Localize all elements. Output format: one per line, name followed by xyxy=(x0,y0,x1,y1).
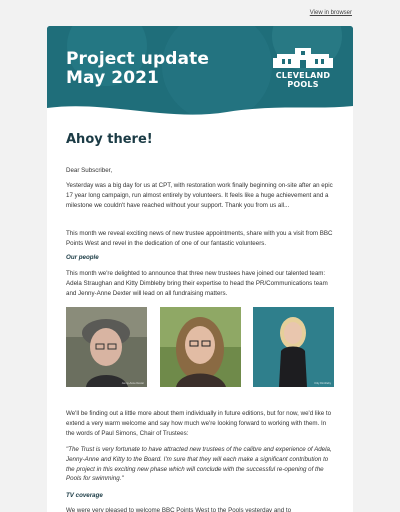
photo-1-caption: Jenny-Anne Dexter xyxy=(121,382,144,385)
hero-banner xyxy=(47,26,353,118)
view-in-browser-link[interactable]: View in browser xyxy=(309,10,352,16)
building-icon xyxy=(271,46,335,72)
trustee-photo-2 xyxy=(160,307,241,387)
logo-text-pools: POOLS xyxy=(287,80,319,89)
photo-3-caption: Kitty Dimbleby xyxy=(314,382,331,385)
subheading-our-people: Our people xyxy=(66,254,99,261)
trustee-photo-2-image xyxy=(160,307,241,387)
hero-title-line1: Project update xyxy=(66,49,209,69)
email-body xyxy=(47,26,353,512)
paragraph-intro: Yesterday was a big day for us at CPT, with restoration work finally beginning on-site after an epic 17 year long campaign, run almost entirely by volunteers. It feels like a huge achievement and a milestone we couldn't have reached without your support. Thank you from us all... xyxy=(66,182,333,209)
paragraph-welcome: We'll be finding out a little more about them individually in future editions, but for now, we'd like to extend a very warm welcome and say how much we're looking forward to working with them. In the words of Paul Simons, Chair of Trustees: xyxy=(66,410,332,437)
hero-title-line2: May 2021 xyxy=(66,68,159,88)
hero-title xyxy=(66,50,209,88)
quote-paul-simons: "The Trust is very fortunate to have attracted new trustees of the calibre and experience of Adela, Jenny-Anne and Kitty to the Board. I'm sure that they will each make a significant contribution to the project in this exciting new phase which will conclude with the successful re-opening of the Pools for swimming." xyxy=(66,446,332,483)
trustee-photo-1-image xyxy=(66,307,147,387)
greeting-heading: Ahoy there! xyxy=(66,132,153,147)
paragraph-new-trustees: This month we're delighted to announce that three new trustees have joined our talented team: Adela Straughan and Kitty Dimbleby bring their expertise to head the PR/Communications team and Jenny-Anne Dexter will lead on all fundraising matters. xyxy=(66,270,328,297)
salutation: Dear Subscriber, xyxy=(66,167,113,174)
trustee-photo-1 xyxy=(66,307,147,387)
trustee-photo-3-image xyxy=(253,307,334,387)
trustee-photo-3 xyxy=(253,307,334,387)
paragraph-tv: We were very pleased to welcome BBC Points West to the Pools yesterday and to xyxy=(66,507,292,512)
cleveland-pools-logo xyxy=(271,46,335,96)
paragraph-month-news: This month we reveal exciting news of new trustee appointments, share with you a visit from BBC Points West and revel in the dedication of one of our fantastic volunteers. xyxy=(66,230,333,247)
logo-text-cleveland: CLEVELAND xyxy=(275,71,331,80)
subheading-tv-coverage: TV coverage xyxy=(66,492,103,499)
